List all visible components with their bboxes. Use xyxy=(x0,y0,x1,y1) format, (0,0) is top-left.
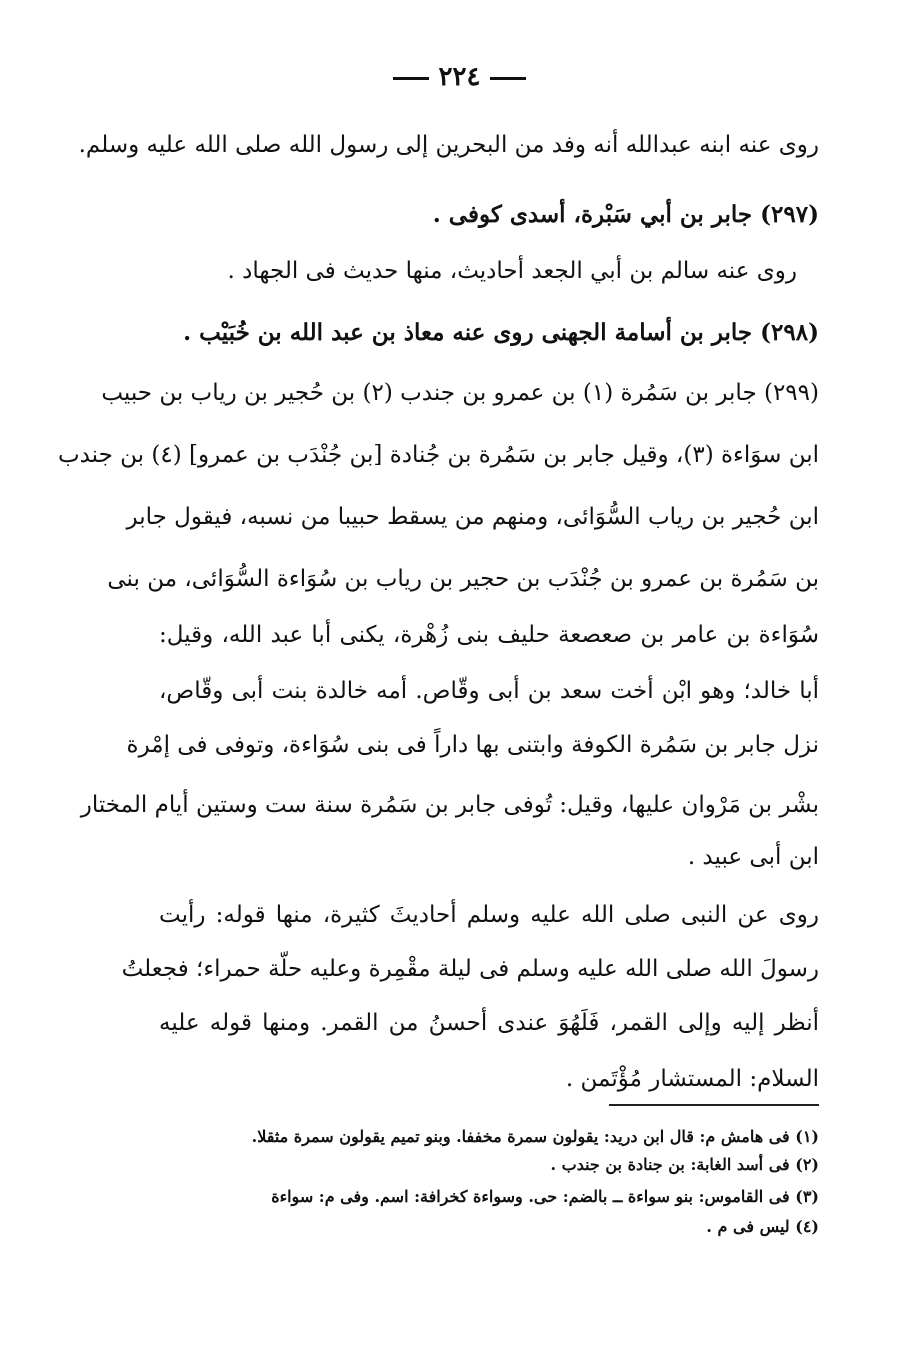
footnote-3: (٣) فى القاموس: بنو سواءة ــ بالضم: حى. وسواءة كخرافة: اسم. وفى م: سواءة xyxy=(271,1187,819,1206)
entry-297-heading: (٢٩٧) جابر بن أبي سَبْرة، أسدى كوفى . xyxy=(432,201,819,228)
page-number-dash-right xyxy=(490,77,526,80)
page-number-dash-left xyxy=(393,77,429,80)
hadith-line-4: السلام: المستشار مُؤْتَمن . xyxy=(565,1066,819,1092)
entry-299-line-6: أبا خالد؛ وهو ابْن أخت سعد بن أبى وقّاص. أمه خالدة بنت أبى وقّاص، xyxy=(159,678,819,704)
body-line-3: روى عنه سالم بن أبي الجعد أحاديث، منها حديث فى الجهاد . xyxy=(227,258,797,284)
entry-299-line-5: سُوَاءة بن عامر بن صعصعة حليف بنى زُهْرة، يكنى أبا عبد الله، وقيل: xyxy=(159,622,819,648)
hadith-line-2: رسولَ الله صلى الله عليه وسلم فى ليلة مقْمِرة وعليه حلّة حمراء؛ فجعلتُ xyxy=(121,956,819,982)
entry-299-line-2: ابن سوَاءة (٣)، وقيل جابر بن سَمُرة بن جُنادة [بن جُنْدَب بن عمرو] (٤) بن جندب xyxy=(57,442,819,468)
entry-299-line-4: بن سَمُرة بن عمرو بن جُنْدَب بن حجير بن رياب بن سُوَاءة السُّوَائى، من بنى xyxy=(107,566,819,592)
entry-299-line-3: ابن حُجير بن رياب السُّوَائى، ومنهم من يسقط حبيبا من نسبه، فيقول جابر xyxy=(126,504,819,530)
footnote-divider xyxy=(609,1104,819,1106)
footnote-2: (٢) فى أسد الغابة: بن جنادة بن جندب . xyxy=(550,1155,819,1174)
hadith-line-1: روى عن النبى صلى الله عليه وسلم أحاديثَ كثيرة، منها قوله: رأيت xyxy=(159,902,819,928)
entry-299-line-9: ابن أبى عبيد . xyxy=(687,844,819,870)
footnote-1: (١) فى هامش م: قال ابن دريد: يقولون سمرة مخففا. وبنو تميم يقولون سمرة مثقلا. xyxy=(251,1127,819,1146)
page-number xyxy=(0,62,919,92)
entry-299-line-8: بشْر بن مَرْوان عليها، وقيل: تُوفى جابر بن سَمُرة سنة ست وستين أيام المختار xyxy=(80,792,819,818)
entry-298-heading: (٢٩٨) جابر بن أسامة الجهنى روى عنه معاذ بن عبد الله بن خُبَيْب . xyxy=(183,319,819,346)
hadith-line-3: أنظر إليه وإلى القمر، فَلَهُوَ عندى أحسنُ من القمر. ومنها قوله عليه xyxy=(159,1010,819,1036)
page-number-value: ٢٢٤ xyxy=(438,62,481,92)
entry-299-line-1: (٢٩٩) جابر بن سَمُرة (١) بن عمرو بن جندب (٢) بن حُجير بن رياب بن حبيب xyxy=(101,380,819,406)
body-line-1: روى عنه ابنه عبدالله أنه وفد من البحرين إلى رسول الله صلى الله عليه وسلم. xyxy=(78,132,819,158)
footnote-4: (٤) ليس فى م . xyxy=(706,1217,819,1236)
entry-299-line-7: نزل جابر بن سَمُرة الكوفة وابتنى بها داراً فى بنى سُوَاءة، وتوفى فى إمْرة xyxy=(126,732,819,758)
